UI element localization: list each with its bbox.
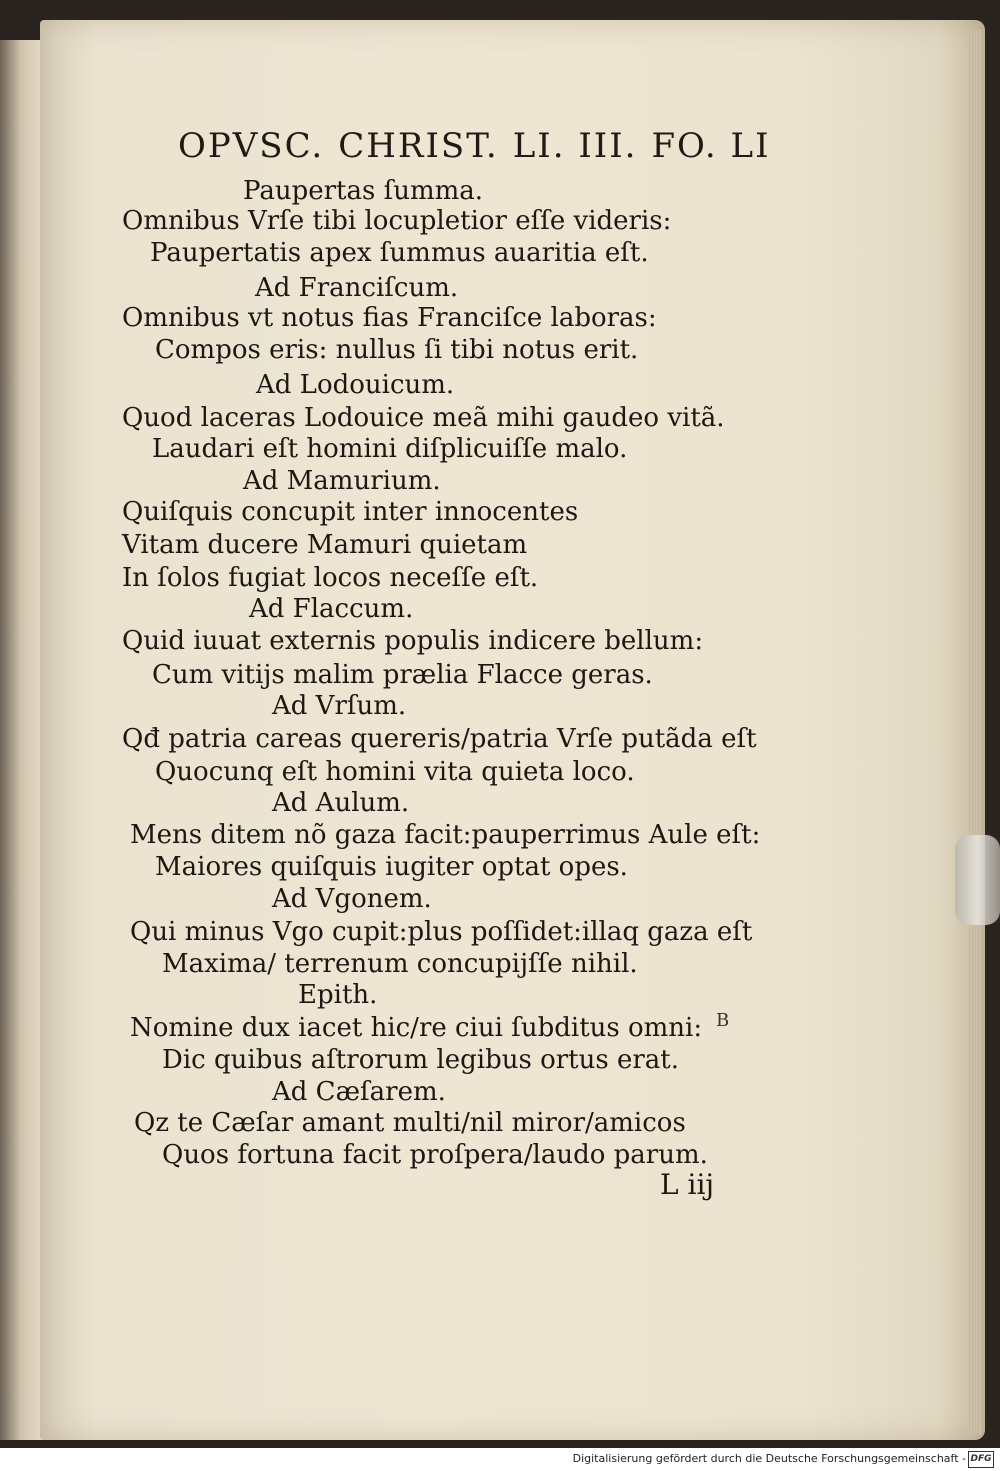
text-line: Ad Aulum. <box>272 788 410 818</box>
footer-bar <box>0 1448 1000 1471</box>
header-book-number: LI. III. <box>512 126 638 166</box>
text-line: Nomine dux iacet hic/re ciui ſubditus omni: <box>130 1013 703 1043</box>
text-line: Compos eris: nullus ſi tibi notus erit. <box>155 335 639 365</box>
text-line: Cum vitijs malim prælia Flacce geras. <box>152 660 653 690</box>
text-line: Paupertatis apex ſummus auaritia eſt. <box>150 238 649 268</box>
dfg-logo-icon: DFG <box>968 1451 994 1468</box>
header-folio-number: FO. LI <box>651 126 771 166</box>
text-line: Maiores quiſquis iugiter optat opes. <box>155 852 628 882</box>
text-line: Ad Lodouicum. <box>256 370 455 400</box>
page-stack-edge <box>968 30 982 1435</box>
header-title-part-2: CHRIST. <box>338 126 499 166</box>
text-line: Ad Mamurium. <box>243 466 441 496</box>
text-line: Dic quibus aſtrorum legibus ortus erat. <box>162 1045 680 1075</box>
text-line: Ad Vrſum. <box>272 691 407 721</box>
text-line: Qui minus Vgo cupit:plus poſſidet:illaq gaza eſt <box>130 917 753 947</box>
text-line: Mens ditem nõ gaza facit:pauperrimus Aule eſt: <box>130 820 761 850</box>
text-line: In ſolos fugiat locos neceſſe eſt. <box>122 563 539 593</box>
text-line: Quid iuuat externis populis indicere bellum: <box>122 626 704 656</box>
funding-credit: Digitalisierung gefördert durch die Deutsche Forschungsgemeinschaft - <box>572 1452 966 1465</box>
text-line: Ad Vgonem. <box>272 884 432 914</box>
text-line: Qđ patria careas quereris/patria Vrſe putãda eſt <box>122 724 757 754</box>
text-line: Vitam ducere Mamuri quietam <box>122 530 528 560</box>
text-line: Quod laceras Lodouice meã mihi gaudeo vitã. <box>122 403 725 433</box>
header-title-part-1: OPVSC. <box>178 126 325 166</box>
text-line: Qz te Cæſar amant multi/nil miror/amicos <box>134 1108 686 1138</box>
text-line: Omnibus vt notus fias Franciſce laboras: <box>122 303 657 333</box>
running-header <box>178 126 771 166</box>
page-clip <box>955 835 1000 925</box>
text-line: Quos fortuna facit proſpera/laudo parum. <box>162 1140 708 1170</box>
text-line: Ad Franciſcum. <box>255 273 459 303</box>
text-line: Ad Cæſarem. <box>272 1077 446 1107</box>
text-line: Maxima/ terrenum concupijſſe nihil. <box>162 949 638 979</box>
text-line: Quocunq eſt homini vita quieta loco. <box>155 757 635 787</box>
text-line: Omnibus Vrſe tibi locupletior eſſe videris: <box>122 206 672 236</box>
text-line: Epith. <box>298 980 378 1010</box>
margin-annotation: B <box>716 1010 730 1031</box>
text-line: Paupertas ſumma. <box>243 176 484 206</box>
text-line: Quiſquis concupit inter innocentes <box>122 497 579 527</box>
signature-mark: L iij <box>660 1168 715 1201</box>
text-line: Ad Flaccum. <box>249 594 414 624</box>
text-line: Laudari eſt homini diſplicuiſſe malo. <box>152 434 628 464</box>
